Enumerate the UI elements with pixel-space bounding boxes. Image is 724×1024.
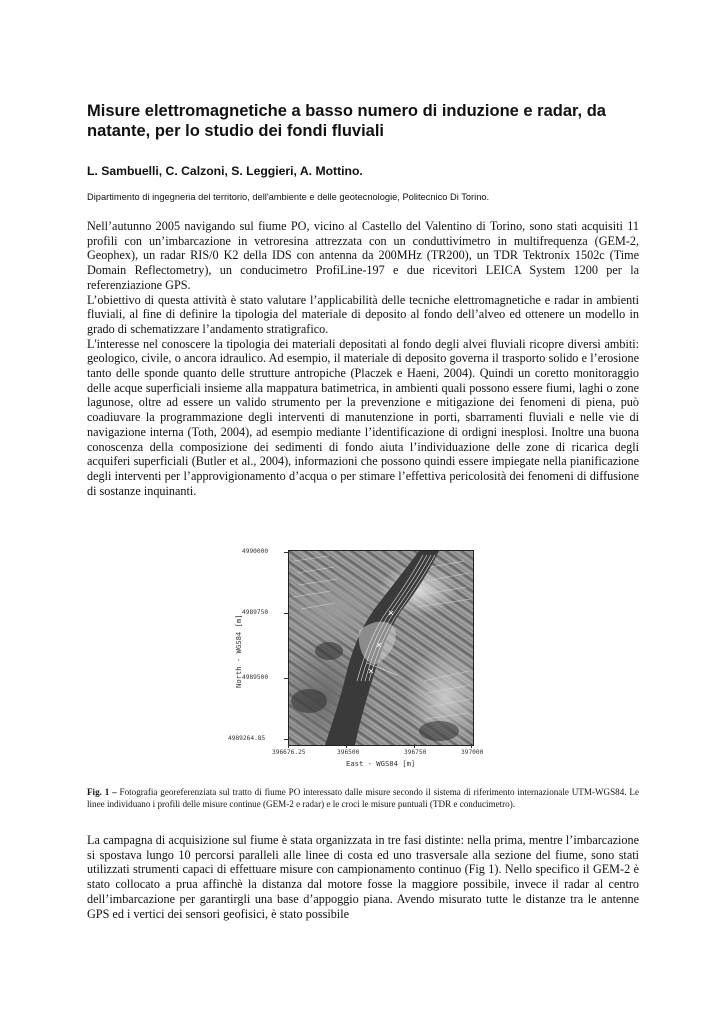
author-list: L. Sambuelli, C. Calzoni, S. Leggieri, A. Mottino.: [87, 164, 363, 178]
figure-caption: [87, 786, 639, 810]
paper-title: Misure elettromagnetiche a basso numero di induzione e radar, da natante, per lo studio dei fondi fluviali: [87, 102, 606, 140]
georeferenced-aerial-photo: [288, 550, 474, 746]
body-text-continued: [87, 833, 639, 921]
caption-label: Fig. 1 –: [87, 787, 117, 797]
figure-1: [228, 543, 504, 773]
x-tick: [414, 744, 415, 748]
body-text: [87, 219, 639, 498]
x-tick-label: 396676.25: [272, 749, 306, 756]
aerial-photo-overlay: [289, 551, 473, 745]
y-tick-label: 4989500: [242, 674, 269, 681]
x-tick: [471, 744, 472, 748]
x-tick-label: 396750: [404, 749, 427, 756]
paragraph: Nell’autunno 2005 navigando sul fiume PO, vicino al Castello del Valentino di Torino, sono stati acquisiti 11 profili con un’imbarcazione in vetroresina attrezzata con un conduttivimetro in multifrequenza (GEM-2, Geophex), un radar RIS/0 K2 della IDS con antenna da 200MHz (TR200), un TDR Tektronix 1502c (Time Domain Reflectometry), un conducimetro ProfiLine-197 e due ricevitori LEICA System 1200 per la referenziazione GPS.: [87, 219, 639, 292]
x-tick: [288, 744, 289, 748]
y-tick-label: 4990000: [242, 548, 269, 555]
affiliation: Dipartimento di ingegneria del territorio, dell'ambiente e delle geotecnologie, Politecnico Di Torino.: [87, 192, 490, 202]
y-axis-title: North - WGS84 [m]: [234, 614, 243, 688]
x-axis-title: East - WGS84 [m]: [346, 759, 416, 768]
paragraph: L'interesse nel conoscere la tipologia dei materiali depositati al fondo degli alvei fluviali ricopre diversi ambiti: geologico, civile, o ancora idraulico. Ad esempio, il materiale di deposito governa il trasporto solido e l’erosione tanto delle sponde quanto delle strutture antropiche (Placzek e Haeni, 2004). Quindi un coretto monitoraggio delle acque superficiali insieme alla mappatura batimetrica, in ambienti quali possono essere fiumi, laghi o zone lagunose, oltre ad essere un valido strumento per la prevenzione e mitigazione dei fenomeni di piena, può coadiuvare la programmazione degli interventi di manutenzione in porti, sbarramenti fluviali e nelle vie di navigazione interna (Toth, 2004), ad esempio mediante l’identificazione di ordigni inesplosi. Inoltre una buona conoscenza della composizione dei sedimenti di fondo aiuta l’individuazione delle zone di ricarica degli acquiferi superficiali (Butler et al., 2004), informazioni che possono quindi essere impiegate nella pianificazione degli interventi per l’approvigionamento d’acqua o per stimare l’effettiva pericolosità dei fenomeni di diffusione di sostanze inquinanti.: [87, 336, 639, 498]
y-tick-label: 4989750: [242, 609, 269, 616]
y-tick-label: 4989264.85: [228, 735, 266, 742]
paragraph: L’obiettivo di questa attività è stato valutare l’applicabilità delle tecniche elettromagnetiche e radar in ambienti fluviali, al fine di definire la tipologia del materiale di deposito al fondo dell’alveo ed ottenere un modello in grado di schematizzare l’andamento stratigrafico.: [87, 292, 639, 336]
x-tick-label: 397000: [461, 749, 484, 756]
x-tick-label: 396500: [337, 749, 360, 756]
paragraph: La campagna di acquisizione sul fiume è stata organizzata in tre fasi distinte: nella prima, mentre l’imbarcazione si spostava lungo 10 percorsi paralleli alle linee di costa ed uno trasversale alla sezione del fiume, sono stati utilizzati strumenti capaci di effettuare misure con campionamento continuo (Fig 1). Nello specifico il GEM-2 è stato collocato a prua affinchè la distanza dal motore fosse la maggiore possibile, invece il radar al centro dell’imbarcazione per garantirgli una base d’appoggio piana. Avendo misurato tutte le distanze tra le antenne GPS ed i vertici dei sensori geofisici, è stato possibile: [87, 833, 639, 921]
caption-text: Fotografia georeferenziata sul tratto di fiume PO interessato dalle misure secondo il sistema di riferimento internazionale UTM-WGS84. Le linee individuano i profili delle misure continue (GEM-2 e radar) e le croci le misure puntuali (TDR e conducimetro).: [87, 787, 639, 809]
x-tick: [346, 744, 347, 748]
